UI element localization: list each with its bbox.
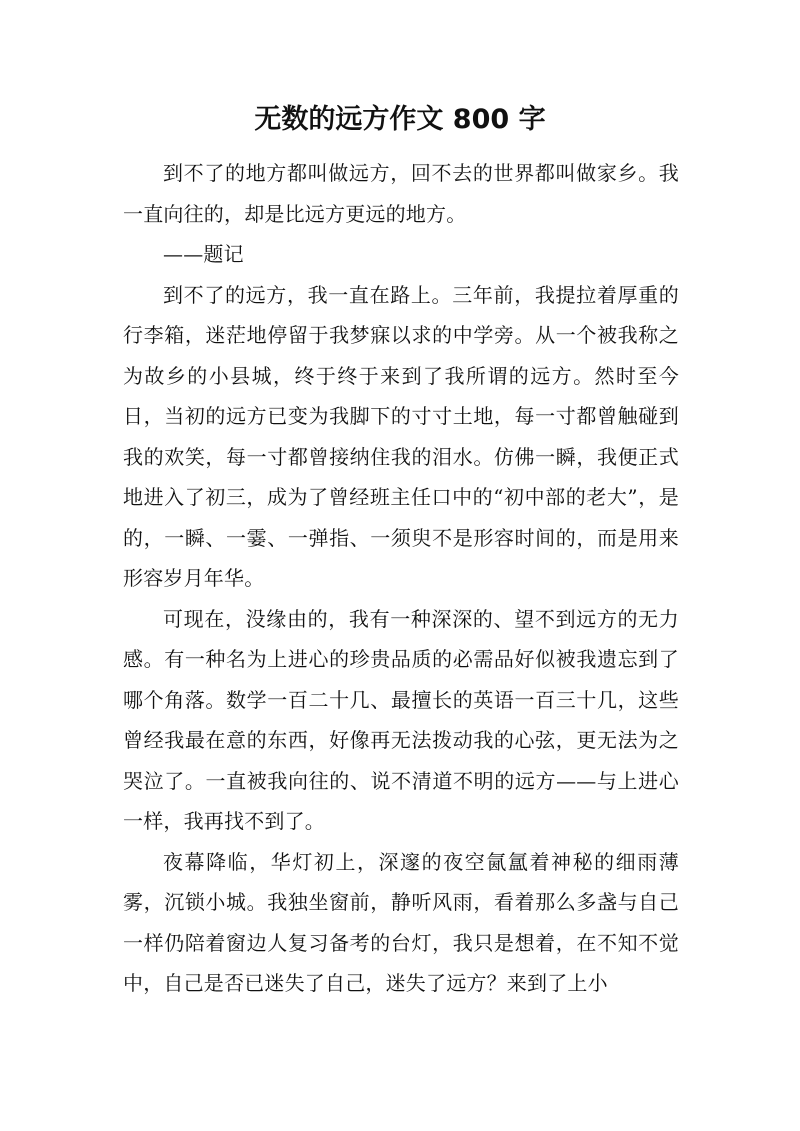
paragraph-2: 可现在，没缘由的，我有一种深深的、望不到远方的无力感。有一种名为上进心的珍贵品质的必需品好似被我遗忘到了哪个角落。数学一百二十几、最擅长的英语一百三十几，这些曾经我最在意的东西，好像再无法拨动我的心弦，更无法为之哭泣了。一直被我向往的、说不清道不明的远方——与上进心一样，我再找不到了。 [123, 606, 679, 833]
document-body [123, 153, 679, 1004]
paragraph-epigraph-attribution: ——题记 [163, 242, 244, 266]
paragraph-intro: 到不了的地方都叫做远方，回不去的世界都叫做家乡。我一直向往的，却是比远方更远的地方。 [123, 161, 679, 226]
document-title: 无数的远方作文 800 字 [254, 104, 546, 135]
paragraph-3: 夜幕降临，华灯初上，深邃的夜空氤氲着神秘的细雨薄雾，沉锁小城。我独坐窗前，静听风雨，看着那么多盏与自己一样仍陪着窗边人复习备考的台灯，我只是想着，在不知不觉中，自己是否已迷失了自己，迷失了远方？来到了上小 [123, 849, 679, 995]
paragraph-1: 到不了的远方，我一直在路上。三年前，我提拉着厚重的行李箱，迷茫地停留于我梦寐以求的中学旁。从一个被我称之为故乡的小县城，终于终于来到了我所谓的远方。然时至今日，当初的远方已变为我脚下的寸寸土地，每一寸都曾触碰到我的欢笑，每一寸都曾接纳住我的泪水。仿佛一瞬，我便正式地进入了初三，成为了曾经班主任口中的“初中部的老大”，是的，一瞬、一霎、一弹指、一须臾不是形容时间的，而是用来形容岁月年华。 [123, 282, 679, 590]
